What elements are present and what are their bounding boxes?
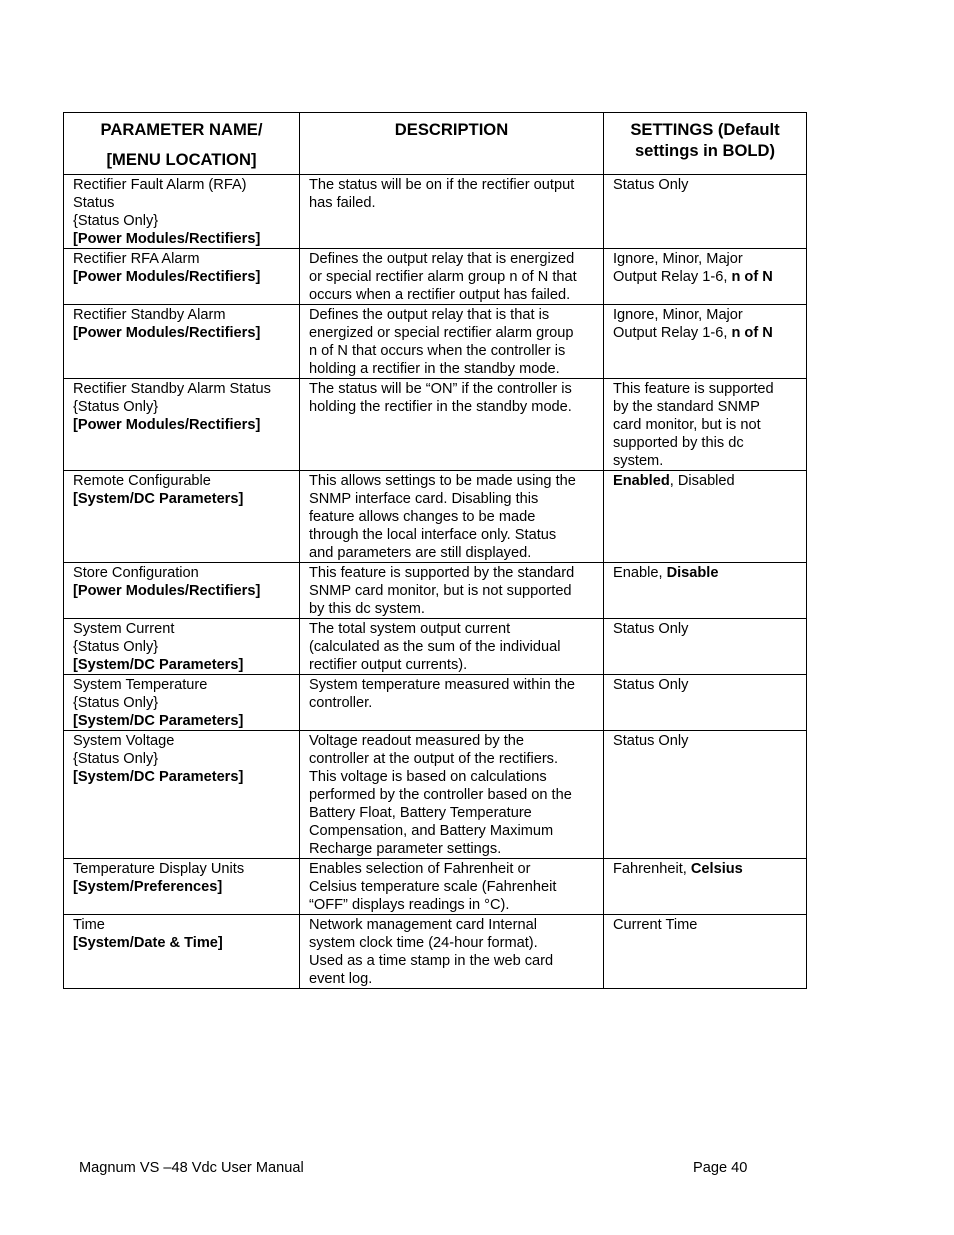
description-line: Defines the output relay that is energized — [309, 251, 575, 267]
description-line: System temperature measured within the — [309, 677, 576, 693]
settings-line — [613, 732, 798, 750]
cell-description — [300, 731, 604, 859]
settings-text: Enable, — [613, 565, 667, 581]
parameter-name-line: System Voltage — [73, 733, 175, 749]
parameter-name-line: Rectifier Standby Alarm — [73, 307, 226, 323]
cell-parameter-name — [64, 379, 300, 471]
header-settings-line1: SETTINGS (Default — [630, 120, 780, 139]
cell-description — [300, 249, 604, 305]
description-line: feature allows changes to be made — [309, 509, 536, 525]
cell-settings — [604, 563, 807, 619]
default-setting: Celsius — [690, 861, 743, 877]
description-line: rectifier output currents). — [309, 657, 468, 673]
cell-description — [300, 563, 604, 619]
cell-description — [300, 379, 604, 471]
table-row — [64, 175, 807, 249]
description-line: system clock time (24-hour format). — [309, 935, 538, 951]
settings-text: Status Only — [613, 177, 689, 193]
settings-line — [613, 676, 798, 694]
settings-text: Current Time — [613, 917, 698, 933]
settings-text: card monitor, but is not — [613, 417, 761, 433]
table-row — [64, 731, 807, 859]
cell-settings — [604, 859, 807, 915]
description-line: Used as a time stamp in the web card — [309, 953, 554, 969]
settings-line — [613, 620, 798, 638]
description-line: or special rectifier alarm group n of N that — [309, 269, 577, 285]
table-row — [64, 563, 807, 619]
description-line: n of N that occurs when the controller is — [309, 343, 566, 359]
settings-text: supported by this dc — [613, 435, 744, 451]
settings-line — [613, 416, 798, 434]
settings-text: Status Only — [613, 733, 689, 749]
description-line: controller. — [309, 695, 373, 711]
settings-text: This feature is supported — [613, 381, 774, 397]
table-header-row — [64, 113, 807, 175]
table-row — [64, 859, 807, 915]
description-line: This voltage is based on calculations — [309, 769, 547, 785]
default-setting: n of N — [731, 269, 773, 285]
cell-description — [300, 305, 604, 379]
menu-location: [System/DC Parameters] — [73, 769, 244, 785]
cell-description — [300, 175, 604, 249]
cell-description — [300, 675, 604, 731]
parameter-name-line: {Status Only} — [73, 639, 159, 655]
footer-manual-title: Magnum VS –48 Vdc User Manual — [79, 1160, 304, 1176]
description-line: through the local interface only. Status — [309, 527, 557, 543]
menu-location: [Power Modules/Rectifiers] — [73, 269, 261, 285]
settings-line — [613, 324, 798, 342]
cell-description — [300, 915, 604, 989]
description-line: (calculated as the sum of the individual — [309, 639, 561, 655]
parameter-name-line: Temperature Display Units — [73, 861, 245, 877]
footer-page-number: Page 40 — [693, 1160, 748, 1176]
menu-location: [Power Modules/Rectifiers] — [73, 231, 261, 247]
description-line: controller at the output of the rectifiers. — [309, 751, 559, 767]
settings-line — [613, 268, 798, 286]
table-row — [64, 675, 807, 731]
description-line: Voltage readout measured by the — [309, 733, 525, 749]
settings-line — [613, 176, 798, 194]
description-line: holding the rectifier in the standby mode. — [309, 399, 572, 415]
settings-line — [613, 306, 798, 324]
settings-text: Ignore, Minor, Major — [613, 251, 743, 267]
description-line: SNMP interface card. Disabling this — [309, 491, 539, 507]
parameter-table — [63, 112, 807, 989]
default-setting: Enabled — [613, 473, 670, 489]
description-line: Network management card Internal — [309, 917, 537, 933]
settings-line — [613, 398, 798, 416]
settings-text: by the standard SNMP — [613, 399, 760, 415]
cell-settings — [604, 915, 807, 989]
table-row — [64, 379, 807, 471]
description-line: SNMP card monitor, but is not supported — [309, 583, 572, 599]
cell-parameter-name — [64, 675, 300, 731]
description-line: Defines the output relay that is that is — [309, 307, 550, 323]
description-line: occurs when a rectifier output has failed. — [309, 287, 571, 303]
parameter-name-line: Rectifier Standby Alarm Status — [73, 381, 271, 397]
menu-location: [System/DC Parameters] — [73, 657, 244, 673]
settings-text: Fahrenheit, — [613, 861, 691, 877]
parameter-name-line: System Current — [73, 621, 175, 637]
header-parameter-name — [64, 113, 300, 175]
settings-text: Output Relay 1-6, — [613, 269, 732, 285]
cell-parameter-name — [64, 563, 300, 619]
description-line: performed by the controller based on the — [309, 787, 572, 803]
table-row — [64, 249, 807, 305]
parameter-name-line: {Status Only} — [73, 751, 159, 767]
header-settings — [604, 113, 807, 175]
description-line: and parameters are still displayed. — [309, 545, 532, 561]
description-line: Compensation, and Battery Maximum — [309, 823, 554, 839]
header-param-line2: [MENU LOCATION] — [106, 150, 257, 169]
table-row — [64, 915, 807, 989]
parameter-name-line: {Status Only} — [73, 213, 159, 229]
cell-description — [300, 859, 604, 915]
settings-line — [613, 380, 798, 398]
settings-text: Status Only — [613, 621, 689, 637]
description-line: by this dc system. — [309, 601, 425, 617]
cell-settings — [604, 471, 807, 563]
description-line: This allows settings to be made using the — [309, 473, 576, 489]
description-line: Recharge parameter settings. — [309, 841, 502, 857]
parameter-name-line: Time — [73, 917, 105, 933]
cell-settings — [604, 675, 807, 731]
parameter-name-line: {Status Only} — [73, 399, 159, 415]
cell-settings — [604, 379, 807, 471]
parameter-name-line: Status — [73, 195, 115, 211]
cell-description — [300, 619, 604, 675]
parameter-name-line: Rectifier RFA Alarm — [73, 251, 200, 267]
table-body — [64, 175, 807, 989]
settings-line — [613, 434, 798, 452]
description-line: energized or special rectifier alarm group — [309, 325, 574, 341]
settings-text: Status Only — [613, 677, 689, 693]
settings-text: , Disabled — [669, 473, 735, 489]
menu-location: [Power Modules/Rectifiers] — [73, 417, 261, 433]
cell-parameter-name — [64, 619, 300, 675]
table-row — [64, 305, 807, 379]
cell-parameter-name — [64, 471, 300, 563]
cell-parameter-name — [64, 731, 300, 859]
table-row — [64, 471, 807, 563]
header-settings-line2: settings in BOLD) — [634, 141, 776, 160]
menu-location: [System/DC Parameters] — [73, 491, 244, 507]
menu-location: [System/DC Parameters] — [73, 713, 244, 729]
settings-line — [613, 452, 798, 470]
default-setting: Disable — [666, 565, 719, 581]
menu-location: [Power Modules/Rectifiers] — [73, 583, 261, 599]
cell-parameter-name — [64, 915, 300, 989]
settings-line — [613, 564, 798, 582]
cell-settings — [604, 305, 807, 379]
menu-location: [System/Preferences] — [73, 879, 223, 895]
description-line: The total system output current — [309, 621, 511, 637]
description-line: Battery Float, Battery Temperature — [309, 805, 532, 821]
cell-settings — [604, 619, 807, 675]
parameter-name-line: Store Configuration — [73, 565, 199, 581]
cell-parameter-name — [64, 175, 300, 249]
settings-line — [613, 250, 798, 268]
settings-text: system. — [613, 453, 664, 469]
parameter-name-line: Remote Configurable — [73, 473, 211, 489]
header-param-line1: PARAMETER NAME/ — [100, 120, 263, 139]
description-line: holding a rectifier in the standby mode. — [309, 361, 560, 377]
cell-parameter-name — [64, 305, 300, 379]
description-line: This feature is supported by the standard — [309, 565, 575, 581]
table-row — [64, 619, 807, 675]
settings-line — [613, 916, 798, 934]
parameter-name-line: System Temperature — [73, 677, 208, 693]
default-setting: n of N — [731, 325, 773, 341]
description-line: Celsius temperature scale (Fahrenheit — [309, 879, 557, 895]
cell-description — [300, 471, 604, 563]
menu-location: [System/Date & Time] — [73, 935, 223, 951]
cell-settings — [604, 175, 807, 249]
header-description: DESCRIPTION — [300, 113, 604, 175]
description-line: event log. — [309, 971, 373, 987]
menu-location: [Power Modules/Rectifiers] — [73, 325, 261, 341]
description-line: has failed. — [309, 195, 376, 211]
description-line: The status will be on if the rectifier output — [309, 177, 575, 193]
parameter-name-line: Rectifier Fault Alarm (RFA) — [73, 177, 247, 193]
cell-parameter-name — [64, 249, 300, 305]
settings-line — [613, 472, 798, 490]
description-line: The status will be “ON” if the controller is — [309, 381, 572, 397]
settings-text: Ignore, Minor, Major — [613, 307, 743, 323]
settings-line — [613, 860, 798, 878]
description-line: Enables selection of Fahrenheit or — [309, 861, 531, 877]
description-line: “OFF” displays readings in °C). — [309, 897, 510, 913]
settings-text: Output Relay 1-6, — [613, 325, 732, 341]
cell-settings — [604, 249, 807, 305]
cell-settings — [604, 731, 807, 859]
cell-parameter-name — [64, 859, 300, 915]
parameter-name-line: {Status Only} — [73, 695, 159, 711]
